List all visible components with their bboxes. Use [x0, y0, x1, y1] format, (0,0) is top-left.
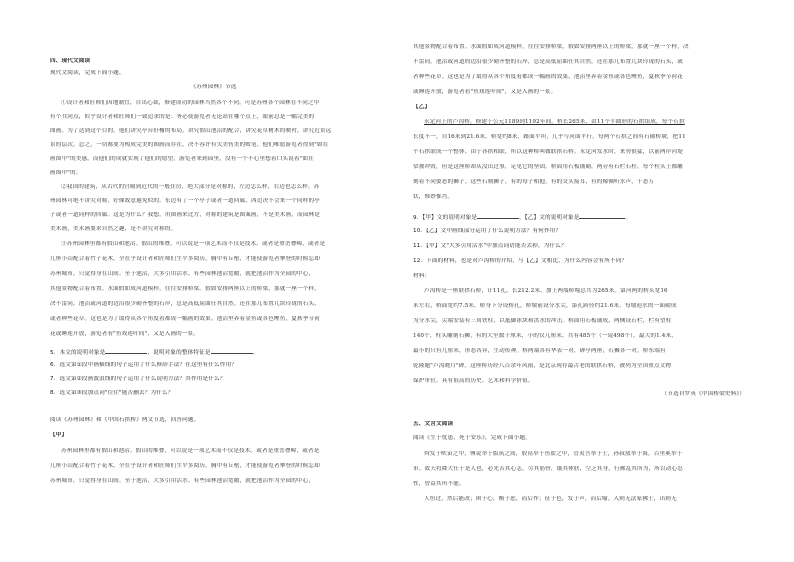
passage-line: ①设计者和匠师们因地制宜，自出心裁，修建成功的园林当然各个不同。可是苏州各个园林在不同之中 [61, 100, 320, 106]
material-label: 材料： [413, 273, 431, 279]
underlined-text: 永定河上的卢沟桥，修建于公元1189到1192年间。桥长265米，由11个半圆形的石拱组成，每个石拱 [424, 119, 685, 125]
reading2-intro: 阅读《苏州园林》和《中国石拱桥》两文节选，回答问题。 [50, 417, 200, 423]
jia-cont-line: 不雷同。池沼或河道的边沿很少砌齐整的石岸，总是高低屈曲任其自然。还在那儿布置几块玲珑的石头，或 [413, 59, 683, 65]
passage-line: 其他景物配合着布置。水面假如成河道模样，往往安排桥梁。假如安排两座以上的桥梁，那就一座一个样， [50, 286, 320, 292]
jia-line: 苏州城市，只觉得身在山间。至于池沼，大多引用活水。有些园林池沼宽敞，就把池沼作为全园的中心， [50, 478, 315, 484]
answer-blank[interactable] [105, 348, 147, 354]
question-11: 11．【甲】文"大多引用活水"中加点词语能否去掉，为什么？ [413, 243, 567, 249]
jia-line: 几座小山配合着竹子花木，全在乎设计者和匠师们生平多阅历，胸中有丘壑，才能使游览者攀登的时候忘却 [50, 463, 320, 469]
passage-line: 州园林可绝不讲究对称，好像故意避免似的。东边有了一个亭子或者一道回廊，西边决不会来一个同样的亭 [50, 198, 320, 204]
jia-cont-line: 或睡莲开放，游览者看"鱼戏莲叶间"，又是入画的一景。 [413, 89, 557, 95]
material-source: （节选自罗英《中国桥梁史料》） [661, 391, 745, 397]
question-text: ，说明对象的整体特征是 [147, 350, 211, 356]
passage-line: 几座小山配合着竹子花木，全在乎设计者和匠师们生平多阅历，胸中有丘壑，才能使游览者攀登的时候忘却 [50, 256, 320, 262]
passage-line: 苏州城市，只觉得身在山间。至于池沼，大多引用活水。有些园林池沼宽敞，就把池沼作为全园的中心， [50, 271, 315, 277]
yi-line: 长度不一，自16米到21.6米。桥宽约8米，路面平坦，几乎与河面平行。每两个石拱之间有石砌桥墩，把11 [413, 134, 686, 140]
passage-line: 子或者一道同样的回廊。这是为什么？我想，用图画来比方，对称的建筑是图案画，不是美术画，而园林是 [50, 212, 320, 218]
section5-intro: 阅读《生于忧患，死于安乐》，完成下面小题。 [413, 435, 531, 441]
classical-line: 舜发于畎亩之中，傅说举于版筑之间，胶鬲举于鱼盐之中，管夷吾举于士，孙叔敖举于海，百里奚举于 [424, 451, 683, 457]
question-5 [50, 348, 377, 357]
passage-line: 决不雷同。池沼或河道的边沿很少砌齐整的石岸，总是高低屈曲任其自然。还在那儿布置几块玲珑的石头， [50, 301, 320, 307]
question-text: ，【乙】文的说明对象是 [519, 215, 580, 221]
question-9 [413, 213, 745, 222]
passage-line: 有个共同点，似乎设计者和匠师们一致追求的是：务必使游览者无论站在哪个点上，眼前总是一幅完美的 [50, 114, 315, 120]
jia-label: 【甲】 [50, 432, 68, 438]
question-text: 。 [252, 350, 259, 356]
jia-cont-line: 者种些花草。这也是为了取得从各个角度看都成一幅画的效果。池沼里养着金鱼或各色鲤鱼，夏秋季节荷花 [413, 74, 683, 80]
material-line: 140个，柱头雕刻石狮，有的大至数十厘米，小的仅几厘米，共有485个（一说498个），最大的1.4米， [413, 333, 677, 339]
passage-line: 图画。为了达到这个目的，他们讲究亭台轩榭的布局，讲究假山池沼的配合，讲究花草树木的映衬，讲究近景远 [50, 128, 332, 134]
question-text: 9．【甲】文的说明对象是 [413, 215, 478, 221]
material-line: 卢沟桥是一座联拱石桥，计11孔，长212.2米，加上两端桥堍总共为265米。第河两的桥头宽16 [424, 288, 668, 294]
yi-line [413, 119, 745, 126]
section5-title: 五、文言文阅读 [413, 421, 454, 427]
yi-label: 【乙】 [413, 104, 431, 110]
material-line: 为分水尖，尖端安装有三角铁柱，以抵御冰块和洪水的冲击。桥面用石板铺成，两侧设石栏，栏有望柱 [413, 318, 672, 324]
yi-line: 个石拱联成一个整体。由于各拱相联，所以这种桥叫做联拱石桥。永定河发水时，来势很猛，以前两岸河堤 [413, 149, 683, 155]
jia-line: 苏州园林里都有假山和池沼。假山的堆叠，可以说是一项艺术而不仅是技术。或者是重峦叠嶂，或者是 [61, 448, 320, 454]
question-10: 10．【乙】文中画线部分运用了什么说明方法？有何作用？ [413, 228, 562, 234]
question-12: 12．下面的材料，也是对卢沟桥的介绍，与【乙】文相比，为什么内容会有所不同？ [413, 258, 628, 264]
passage-line: 花或睡莲开放，游览者看"鱼戏莲叶间"，又是入画的一景。 [50, 331, 200, 337]
passage-line: 美术画，美术画要求自然之趣，是不讲究对称的。 [50, 226, 177, 232]
question-text: 。 [625, 215, 632, 221]
question-7: 7．选文第②段画波浪线的句子运用了什么说明方法？其作用是什么？ [50, 376, 226, 382]
passage-line: 画图中"的。 [50, 170, 82, 176]
question-text: 5．本文的说明对象是 [50, 350, 106, 356]
section-title: 四、现代文阅读 [50, 58, 91, 64]
jia-cont-line: 其他景物配合着布置。水面假如成河道模样，往往安排桥梁。假如安排两座以上的桥梁，那就一座一个样，决 [413, 44, 689, 50]
passage-line: ②我国的建筑，从古代的宫殿到近代的一般住房，绝大部分是对称的，左边怎么样，右边也怎么样。苏 [61, 184, 320, 190]
yi-line: 刻着不同姿态的狮子。这些石刻狮子，有的母子相抱，有的交头接耳，有的像倾听水声，千态万 [413, 179, 655, 185]
yi-line: 状，惟妙惟肖。 [413, 194, 454, 200]
question-8: 8．选文第③段加点词"往往"能否删去？为什么？ [50, 390, 174, 396]
classical-line: 人恒过，然后能改；困于心，衡于虑，而后作；征于色，发于声，而后喻。入则无法家拂士，出则无 [424, 496, 677, 502]
passage-line: 或者种些花草。这也是为了取得从各个角度看都成一幅画的效果。池沼里养着金鱼或各色鲤鱼，夏秋季节荷 [50, 316, 320, 322]
classical-line: 性，曾益其所不能。 [413, 481, 465, 487]
passage-title: 《苏州园林》节选 [190, 84, 237, 90]
material-line: 乾隆题"卢沟晓月"碑。这座桥历经八百余年风雨，是北京现存最古老的联拱石桥，被列为全国重点文物 [413, 363, 672, 369]
passage-line: 画图中"的美感，而他们的成就实现了他们的愿望，游览者来到园里，没有一个不心里想着口头说着"如在 [50, 156, 314, 162]
right-column [413, 0, 745, 562]
answer-blank[interactable] [211, 348, 253, 354]
section-intro: 现代文阅读，完成下面小题。 [50, 70, 125, 76]
left-column [50, 0, 377, 562]
material-line: 保护单位，具有很高的历史、艺术和科学价值。 [413, 378, 534, 384]
passage-line: ③苏州园林里都有假山和池沼。假山的堆叠，可以说是一项艺术而不仅是技术。或者是重峦叠嶂，或者是 [61, 241, 326, 247]
classical-line: 市。故天将降大任于是人也，必先苦其心志，劳其筋骨，饿其体肤，空乏其身，行拂乱其所为，所以动心忍 [413, 466, 683, 472]
answer-blank[interactable] [579, 213, 625, 219]
material-line: 米左右，桥面宽约7.5米，桥身下分设桥孔，桥墩前设分水尖，第孔跨径约21.6米。每墩迎水的一面砌成 [413, 303, 677, 309]
material-line: 最小的只有几厘米，形态各异，生动传神。桥两端各有华表一对，碑亭两座，石狮各一对，桥东端有 [413, 348, 666, 354]
answer-blank[interactable] [477, 213, 519, 219]
yi-line: 常被冲毁，但是这座桥却从没出过事，足见它的坚固。桥面用石板铺砌，两旁有石栏石柱。每个柱头上都雕 [413, 164, 683, 170]
passage-line: 景的层次。总之，一切都要为构成完美的图画而存在，决不容许有欠美伤美的败笔。他们唯愿游览者得到"如在 [50, 142, 329, 148]
question-6: 6．选文第①段中画横线的句子运用了什么修辞手法？在这里有什么作用？ [50, 362, 237, 368]
